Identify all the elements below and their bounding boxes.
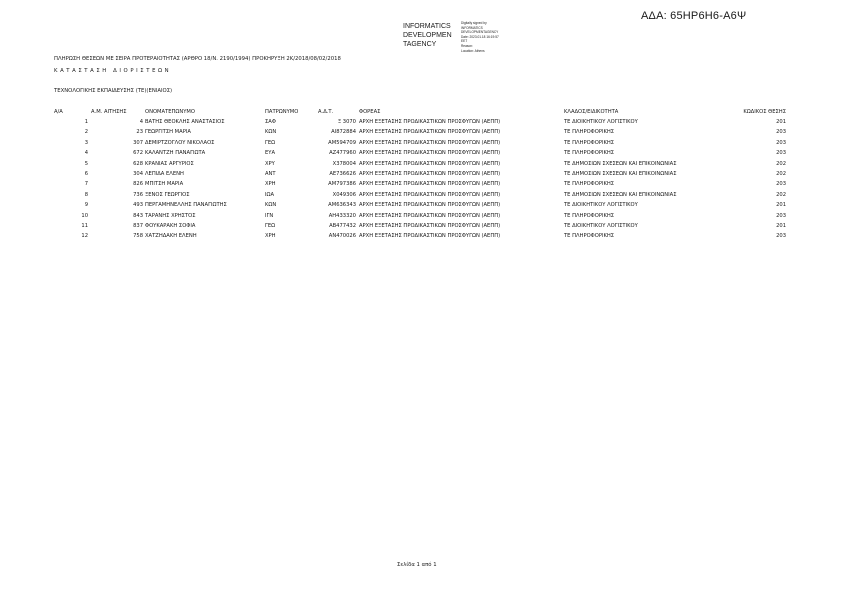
row-am-cell: 493 [133, 202, 143, 209]
row-code-cell: 203 [776, 181, 786, 188]
row-father-cell: ΧΡΥ [265, 160, 275, 167]
ada-code: ΑΔΑ: 65ΗΡ6Η6-Α6Ψ [641, 10, 747, 22]
header-father: ΠΑΤΡΩΝΥΜΟ [265, 109, 299, 115]
row-klados-cell: ΤΕ ΔΙΟΙΚΗΤΙΚΟΥ ΛΟΓΙΣΤΙΚΟΥ [564, 202, 638, 209]
row-code-cell: 202 [776, 171, 786, 177]
row-am-cell: 837 [133, 223, 143, 229]
row-am-cell: 826 [133, 181, 143, 188]
signature-detail-line: Location: Athens [461, 48, 485, 53]
row-father-cell: ΚΩΝ [265, 202, 277, 209]
row-father-cell: ΧΡΗ [265, 181, 276, 188]
signature-details [461, 21, 523, 53]
row-code-cell: 203 [776, 233, 786, 240]
header-aa: Α/Α [54, 109, 63, 115]
row-am-cell: 23 [136, 129, 143, 136]
header-name: ΟΝΟΜΑΤΕΠΩΝΥΜΟ [145, 109, 195, 115]
row-aa-cell: 10 [81, 212, 88, 219]
row-am-cell: 628 [133, 160, 143, 167]
row-am-cell: 4 [139, 119, 143, 125]
row-aa-cell: 8 [84, 191, 88, 198]
page-footer: Σελίδα 1 από 1 [397, 562, 437, 568]
document-subtitle: ΚΑΤΑΣΤΑΣΗ ΔΙΟΡΙΣΤΕΩΝ [54, 68, 172, 74]
row-foreas-cell: ΑΡΧΗ ΕΞΕΤΑΣΗΣ ΠΡΟΔΙΚΑΣΤΙΚΩΝ ΠΡΟΣΦΥΓΩΝ (ΑΕΠΠ) [359, 150, 501, 157]
row-adt-cell: Ξ 3070 [337, 119, 356, 125]
row-foreas-cell: ΑΡΧΗ ΕΞΕΤΑΣΗΣ ΠΡΟΔΙΚΑΣΤΙΚΩΝ ΠΡΟΣΦΥΓΩΝ (ΑΕΠΠ) [359, 233, 501, 240]
signature-detail-line: Reason: [461, 43, 473, 48]
row-name-cell: ΞΕΝΟΣ ΓΕΩΡΓΙΟΣ [145, 191, 190, 198]
row-father-cell: ΓΕΩ [265, 223, 276, 229]
row-name-cell: ΜΠΙΤΣΗ ΜΑΡΙΑ [145, 181, 184, 188]
row-klados-cell: ΤΕ ΠΛΗΡΟΦΟΡΙΚΗΣ [564, 212, 615, 219]
signature-detail-line: Digitally signed by [461, 21, 487, 25]
row-father-cell: ΣΑΦ [265, 119, 276, 125]
row-foreas-cell: ΑΡΧΗ ΕΞΕΤΑΣΗΣ ΠΡΟΔΙΚΑΣΤΙΚΩΝ ΠΡΟΣΦΥΓΩΝ (ΑΕΠΠ) [359, 212, 501, 219]
header-adt: Α.Δ.Τ. [318, 109, 334, 115]
signature-name [403, 22, 461, 49]
row-am-cell: 843 [133, 212, 143, 219]
row-aa-cell: 6 [84, 171, 88, 177]
row-father-cell: ΕΥΑ [265, 150, 275, 157]
row-adt-cell: ΑΜ636343 [328, 202, 356, 209]
row-adt-cell: Χ049306 [332, 191, 356, 198]
signature-detail-line: DEVELOPMENTAGENCY [461, 30, 499, 35]
row-am-cell: 307 [133, 139, 143, 146]
row-name-cell: ΠΕΡΓΑΜΗΝΕΛΛΗΣ ΠΑΝΑΓΙΩΤΗΣ [145, 202, 227, 209]
row-klados-cell: ΤΕ ΠΛΗΡΟΦΟΡΙΚΗΣ [564, 233, 615, 240]
row-code-cell: 203 [776, 129, 786, 136]
row-klados-cell: ΤΕ ΠΛΗΡΟΦΟΡΙΚΗΣ [564, 181, 615, 188]
signature-detail-line: INFORMATICS [461, 25, 483, 30]
row-name-cell: ΓΕΩΡΓΙΤΣΗ ΜΑΡΙΑ [145, 129, 191, 136]
row-klados-cell: ΤΕ ΔΙΟΙΚΗΤΙΚΟΥ ΛΟΓΙΣΤΙΚΟΥ [564, 223, 638, 229]
row-klados-cell: ΤΕ ΠΛΗΡΟΦΟΡΙΚΗΣ [564, 139, 615, 146]
document-title: ΠΛΗΡΩΣΗ ΘΕΣΕΩΝ ΜΕ ΣΕΙΡΑ ΠΡΟΤΕΡΑΙΟΤΗΤΑΣ (ΑΡΘΡΟ 18/Ν. 2190/1994) ΠΡΟΚΗΡΥΞΗ 2Κ/2018/08/02/2018 [54, 56, 341, 62]
row-code-cell: 203 [776, 150, 786, 157]
row-adt-cell: ΑΒ477432 [329, 223, 356, 229]
row-adt-cell: ΑΜ797386 [328, 181, 356, 188]
signature-detail-line: EET [461, 39, 468, 44]
row-am-cell: 304 [133, 171, 143, 177]
row-code-cell: 201 [776, 119, 786, 125]
row-father-cell: ΧΡΗ [265, 233, 276, 240]
row-foreas-cell: ΑΡΧΗ ΕΞΕΤΑΣΗΣ ΠΡΟΔΙΚΑΣΤΙΚΩΝ ΠΡΟΣΦΥΓΩΝ (ΑΕΠΠ) [359, 181, 501, 188]
row-aa-cell: 1 [84, 119, 88, 125]
document-section: ΤΕΧΝΟΛΟΓΙΚΗΣ ΕΚΠΑΙΔΕΥΣΗΣ (ΤΕ)(ΕΝΙΑΙΟΣ) [54, 88, 173, 94]
row-adt-cell: ΑΗ433320 [328, 212, 356, 219]
row-foreas-cell: ΑΡΧΗ ΕΞΕΤΑΣΗΣ ΠΡΟΔΙΚΑΣΤΙΚΩΝ ΠΡΟΣΦΥΓΩΝ (ΑΕΠΠ) [359, 171, 501, 177]
row-klados-cell: ΤΕ ΔΗΜΟΣΙΩΝ ΣΧΕΣΕΩΝ ΚΑΙ ΕΠΙΚΟΙΝΩΝΙΑΣ [564, 191, 677, 198]
header-code: ΚΩΔΙΚΟΣ ΘΕΣΗΣ [743, 109, 786, 115]
signature-name-line: TAGENCY [403, 41, 437, 48]
row-klados-cell: ΤΕ ΠΛΗΡΟΦΟΡΙΚΗΣ [564, 129, 615, 136]
row-aa-cell: 2 [84, 129, 88, 136]
row-name-cell: ΧΑΤΖΗΔΑΚΗ ΕΛΕΝΗ [145, 233, 197, 240]
header-klados: ΚΛΑΔΟΣ/ΕΙΔΙΚΟΤΗΤΑ [564, 109, 619, 115]
row-aa-cell: 3 [84, 139, 88, 146]
row-code-cell: 201 [776, 223, 786, 229]
row-name-cell: ΚΑΛΑΝΤΖΗ ΠΑΝΑΓΙΩΤΑ [145, 150, 206, 157]
row-am-cell: 758 [133, 233, 143, 240]
row-am-cell: 672 [133, 150, 143, 157]
row-klados-cell: ΤΕ ΔΗΜΟΣΙΩΝ ΣΧΕΣΕΩΝ ΚΑΙ ΕΠΙΚΟΙΝΩΝΙΑΣ [564, 171, 677, 177]
row-father-cell: ΚΩΝ [265, 129, 277, 136]
row-foreas-cell: ΑΡΧΗ ΕΞΕΤΑΣΗΣ ΠΡΟΔΙΚΑΣΤΙΚΩΝ ΠΡΟΣΦΥΓΩΝ (ΑΕΠΠ) [359, 160, 501, 167]
row-foreas-cell: ΑΡΧΗ ΕΞΕΤΑΣΗΣ ΠΡΟΔΙΚΑΣΤΙΚΩΝ ΠΡΟΣΦΥΓΩΝ (ΑΕΠΠ) [359, 119, 501, 125]
row-name-cell: ΦΟΥΚΑΡΑΚΗ ΣΟΦΙΑ [145, 223, 196, 229]
row-name-cell: ΚΡΑΝΙΑΣ ΑΡΓΥΡΙΟΣ [145, 160, 194, 167]
row-aa-cell: 11 [81, 223, 88, 229]
row-foreas-cell: ΑΡΧΗ ΕΞΕΤΑΣΗΣ ΠΡΟΔΙΚΑΣΤΙΚΩΝ ΠΡΟΣΦΥΓΩΝ (ΑΕΠΠ) [359, 191, 501, 198]
row-aa-cell: 4 [84, 150, 88, 157]
row-code-cell: 202 [776, 160, 786, 167]
row-aa-cell: 9 [84, 202, 88, 209]
header-foreas: ΦΟΡΕΑΣ [359, 109, 381, 115]
row-klados-cell: ΤΕ ΠΛΗΡΟΦΟΡΙΚΗΣ [564, 150, 615, 157]
row-klados-cell: ΤΕ ΔΗΜΟΣΙΩΝ ΣΧΕΣΕΩΝ ΚΑΙ ΕΠΙΚΟΙΝΩΝΙΑΣ [564, 160, 677, 167]
signature-detail-line: Date: 2023.01.18 16:19:57 [461, 34, 499, 39]
row-code-cell: 202 [776, 191, 786, 198]
row-foreas-cell: ΑΡΧΗ ΕΞΕΤΑΣΗΣ ΠΡΟΔΙΚΑΣΤΙΚΩΝ ΠΡΟΣΦΥΓΩΝ (ΑΕΠΠ) [359, 202, 501, 209]
row-foreas-cell: ΑΡΧΗ ΕΞΕΤΑΣΗΣ ΠΡΟΔΙΚΑΣΤΙΚΩΝ ΠΡΟΣΦΥΓΩΝ (ΑΕΠΠ) [359, 139, 501, 146]
header-am: Α.Μ. ΑΙΤΗΣΗΣ [91, 109, 127, 115]
row-am-cell: 736 [133, 191, 143, 198]
row-foreas-cell: ΑΡΧΗ ΕΞΕΤΑΣΗΣ ΠΡΟΔΙΚΑΣΤΙΚΩΝ ΠΡΟΣΦΥΓΩΝ (ΑΕΠΠ) [359, 223, 501, 229]
row-adt-cell: ΑΜ594709 [328, 139, 356, 146]
row-name-cell: ΛΕΠΙΔΑ ΕΛΕΝΗ [145, 171, 184, 177]
row-name-cell: ΒΑΤΗΣ ΘΕΟΚΛΗΣ ΑΝΑΣΤΑΣΙΟΣ [145, 119, 225, 125]
row-adt-cell: ΑΖ477960 [329, 150, 356, 157]
row-aa-cell: 7 [84, 181, 88, 188]
row-adt-cell: Χ378004 [332, 160, 356, 167]
row-code-cell: 203 [776, 139, 786, 146]
row-father-cell: ΓΕΩ [265, 139, 276, 146]
signature-name-line: INFORMATICS [403, 23, 451, 30]
row-adt-cell: ΑΝ470026 [328, 233, 356, 240]
row-father-cell: ΑΝΤ [265, 171, 276, 177]
row-foreas-cell: ΑΡΧΗ ΕΞΕΤΑΣΗΣ ΠΡΟΔΙΚΑΣΤΙΚΩΝ ΠΡΟΣΦΥΓΩΝ (ΑΕΠΠ) [359, 129, 501, 136]
row-aa-cell: 5 [84, 160, 88, 167]
row-code-cell: 201 [776, 202, 786, 209]
row-aa-cell: 12 [81, 233, 88, 240]
row-name-cell: ΤΑΡΑΝΗΣ ΧΡΗΣΤΟΣ [145, 212, 196, 219]
row-name-cell: ΔΕΜΙΡΤΖΟΓΛΟΥ ΝΙΚΟΛΑΟΣ [145, 139, 215, 146]
row-father-cell: ΙΩΑ [265, 191, 275, 198]
signature-name-line: DEVELOPMEN [403, 32, 452, 39]
row-klados-cell: ΤΕ ΔΙΟΙΚΗΤΙΚΟΥ ΛΟΓΙΣΤΙΚΟΥ [564, 119, 638, 125]
row-adt-cell: ΑΕ736626 [329, 171, 356, 177]
row-adt-cell: ΑΙ872884 [331, 129, 356, 136]
row-code-cell: 203 [776, 212, 786, 219]
row-father-cell: ΙΓΝ [265, 212, 274, 219]
